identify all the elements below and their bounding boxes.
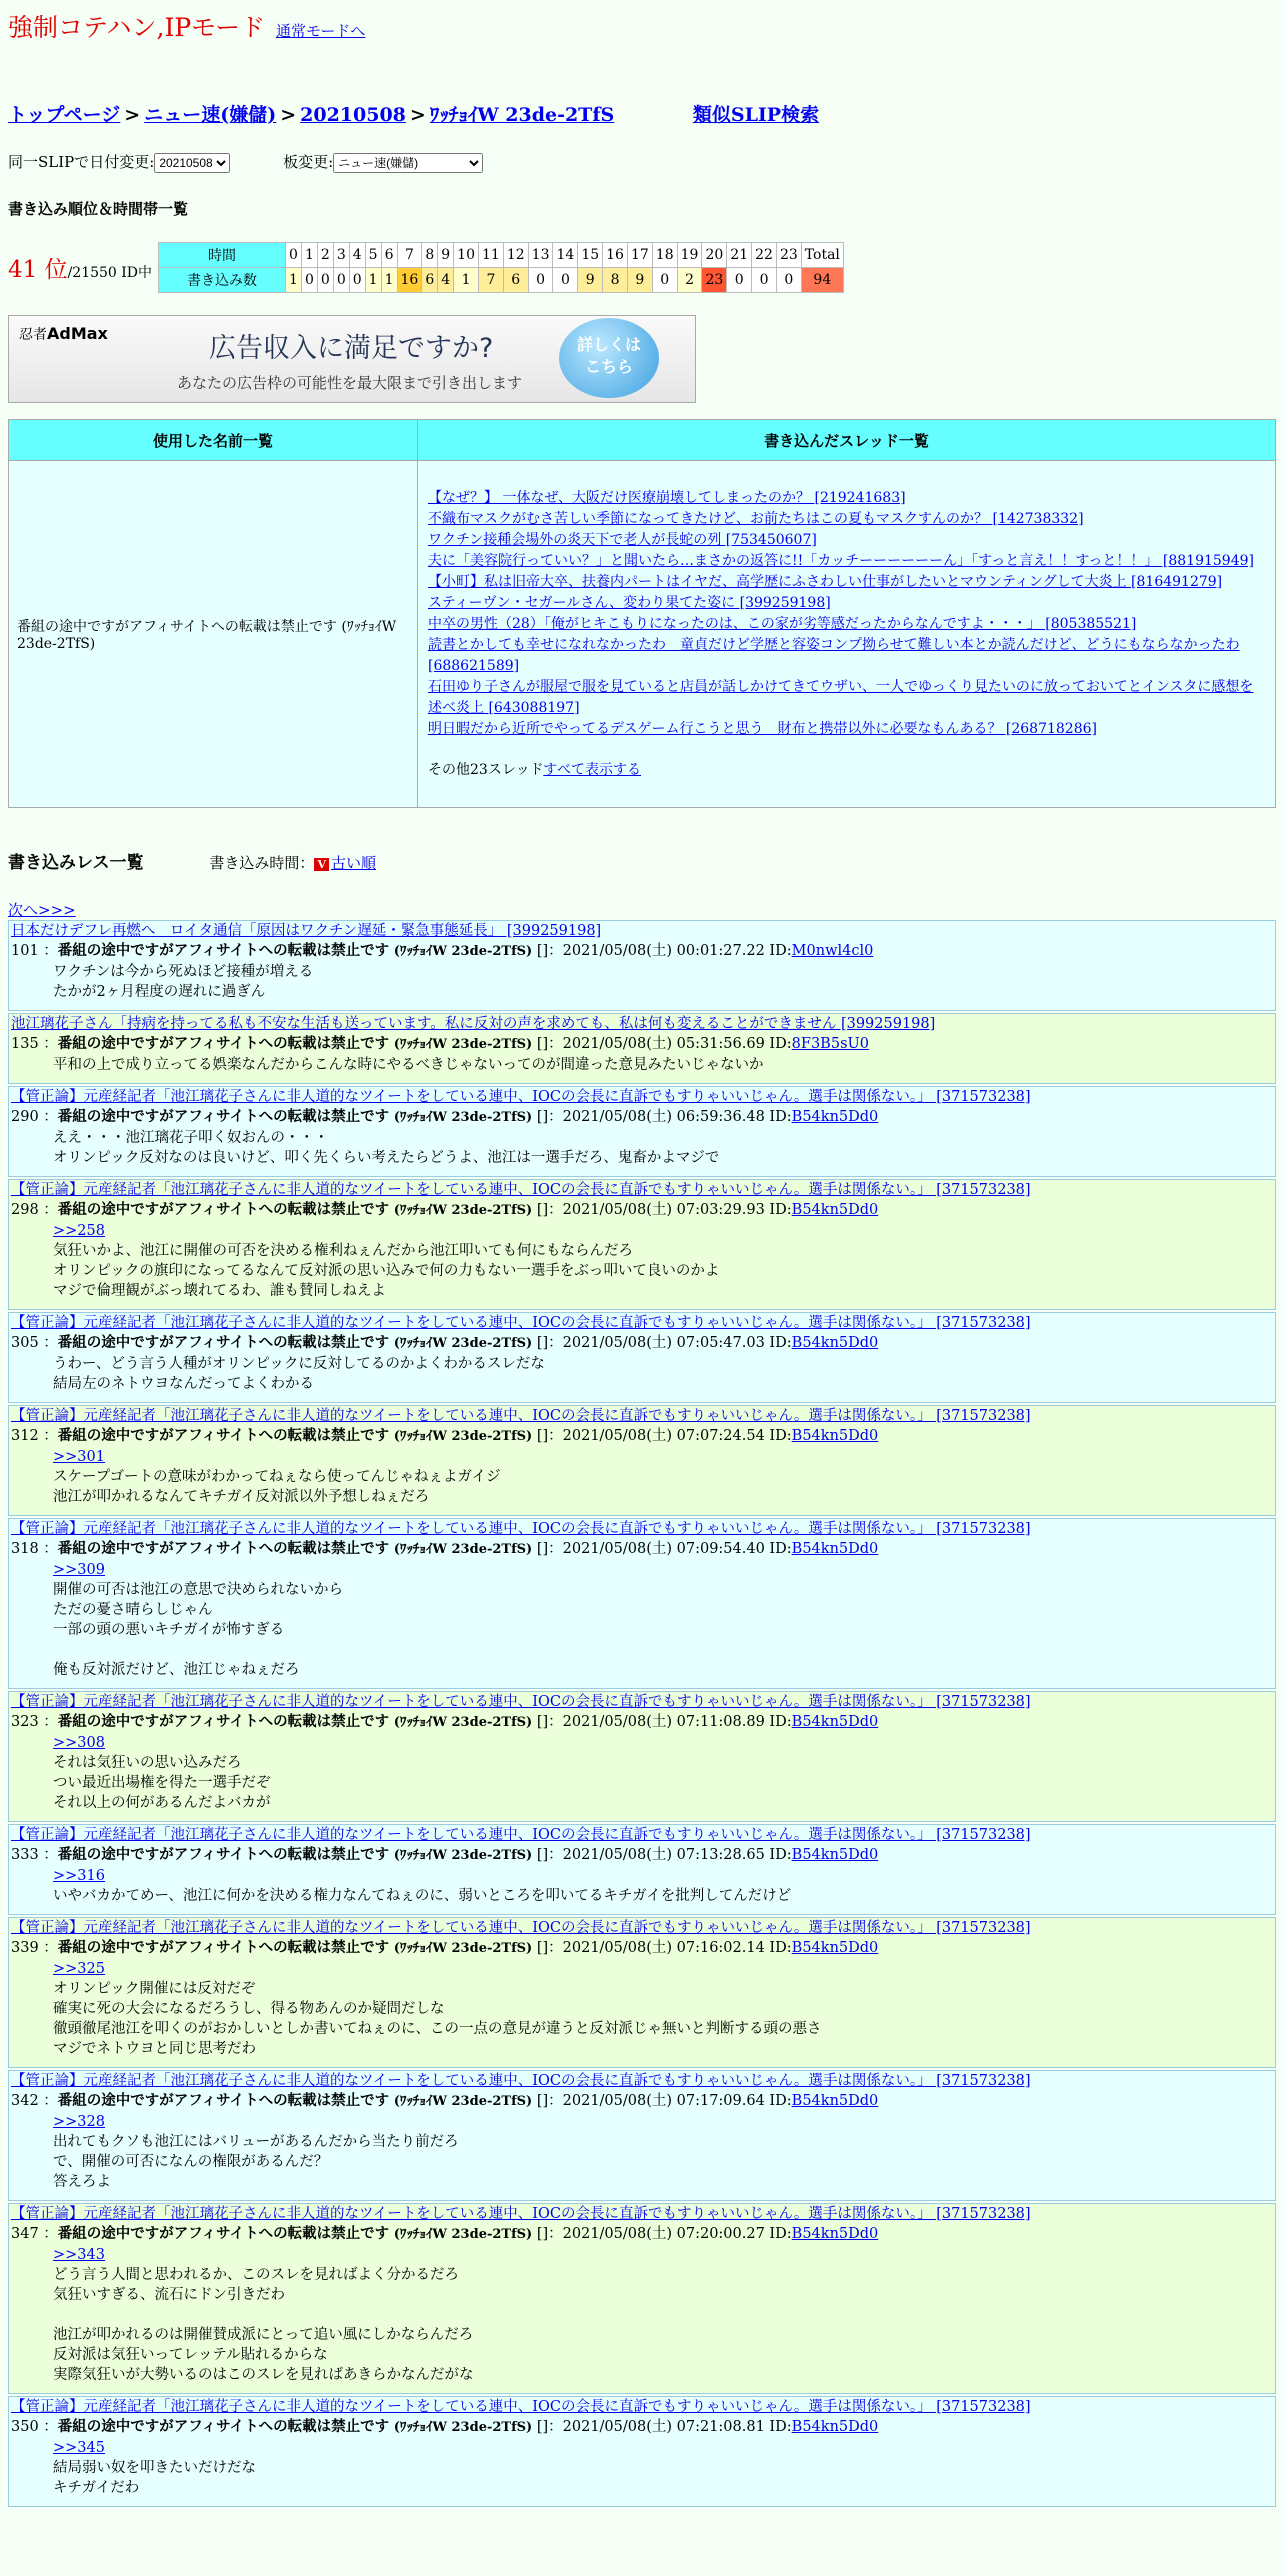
hour-cell: 8: [422, 243, 438, 268]
next-page-link[interactable]: 次へ>>>: [8, 901, 76, 919]
breadcrumb-board[interactable]: ニュー速(嫌儲): [144, 104, 277, 126]
post: [8, 1013, 1276, 1084]
post-thread-link[interactable]: 【管正論】元産経記者「池江璃花子さんに非人道的なツイートをしている連中、IOCの会長に直訴でもすりゃいいじゃん。選手は関係ない。」 [371573238]: [11, 1694, 1031, 1710]
post-id-link[interactable]: B54kn5Dd0: [791, 2419, 879, 2435]
post-thread-link[interactable]: 【管正論】元産経記者「池江璃花子さんに非人道的なツイートをしている連中、IOCの会長に直訴でもすりゃいいじゃん。選手は関係ない。」 [371573238]: [11, 1182, 1031, 1198]
post-number: 347: [11, 2226, 39, 2242]
board-change-label: 板変更:: [283, 153, 334, 171]
posts-title: 書き込みレス一覧: [8, 853, 144, 873]
post-meta: 333 ：番組の途中ですがアフィサイトへの転載は禁止です (ﾜｯﾁｮｲW 23de-2TfS) []：2021/05/08(土) 07:13:28.65 ID:B54kn5Dd0: [11, 1846, 879, 1863]
hour-cell: 21: [727, 243, 752, 268]
count-cell: 1: [365, 268, 381, 293]
hour-cell: 2: [317, 243, 333, 268]
show-all-threads-link[interactable]: すべて表示する: [543, 761, 641, 778]
hour-cell: 22: [752, 243, 777, 268]
breadcrumb: [8, 100, 1276, 127]
post-meta: 323 ：番組の途中ですがアフィサイトへの転載は禁止です (ﾜｯﾁｮｲW 23de-2TfS) []：2021/05/08(土) 07:11:08.89 ID:B54kn5Dd0: [11, 1713, 879, 1730]
post: [8, 1179, 1276, 1310]
count-cell: 16: [397, 268, 422, 293]
post-slip: (ﾜｯﾁｮｲW 23de-2TfS): [393, 1037, 533, 1052]
ranking-table: [8, 242, 844, 293]
post-id-link[interactable]: B54kn5Dd0: [791, 1847, 879, 1863]
post-id-link[interactable]: B54kn5Dd0: [791, 1202, 879, 1218]
count-cell: 1: [381, 268, 397, 293]
ad-logo: 忍者AdMax: [19, 324, 108, 343]
hour-cell: 23: [776, 243, 801, 268]
hour-cell: 4: [349, 243, 365, 268]
normal-mode-link[interactable]: 通常モードへ: [275, 22, 366, 40]
post-thread-link[interactable]: 日本だけデフレ再燃へ ロイタ通信「原因はワクチン遅延・緊急事態延長」 [399259198]: [11, 923, 602, 939]
post-id-link[interactable]: B54kn5Dd0: [791, 1714, 879, 1730]
post-meta: 101 ：番組の途中ですがアフィサイトへの転載は禁止です (ﾜｯﾁｮｲW 23de-2TfS) []：2021/05/08(土) 00:01:27.22 ID:M0nwl4cl0: [11, 942, 874, 959]
hour-cell: 13: [528, 243, 553, 268]
thread-link[interactable]: 中卒の男性（28）「俺がヒキこもりになったのは、この家が劣等感だったからなんですよ・・・」 [805385521]: [428, 615, 1137, 632]
post-meta: 305 ：番組の途中ですがアフィサイトへの転載は禁止です (ﾜｯﾁｮｲW 23de-2TfS) []：2021/05/08(土) 07:05:47.03 ID:B54kn5Dd0: [11, 1334, 879, 1351]
count-cell: 9: [578, 268, 603, 293]
hour-cell: 5: [365, 243, 381, 268]
post-slip: (ﾜｯﾁｮｲW 23de-2TfS): [393, 1848, 533, 1863]
post: [8, 1917, 1276, 2068]
post-reply-anchor[interactable]: >>328: [53, 2114, 105, 2130]
rank-cell: [8, 243, 159, 293]
post: [8, 1691, 1276, 1822]
post-body: どう言う人間と思われるか、このスレを見ればよく分かるだろ 気狂いすぎる、流石にドン引きだわ 池江が叩かれるのは開催賛成派にとって追い風にしかならんだろ 反対派は気狂いってレッテル貼れるからな 実際気狂いが大勢いるのはこのスレを見ればあきらかなんだがな: [53, 2267, 474, 2383]
post-thread-link[interactable]: 【管正論】元産経記者「池江璃花子さんに非人道的なツイートをしている連中、IOCの会長に直訴でもすりゃいいじゃん。選手は関係ない。」 [371573238]: [11, 1827, 1031, 1843]
post-body: スケープゴートの意味がわかってねぇなら使ってんじゃねぇよガイジ 池江が叩かれるなんてキチガイ反対派以外予想しねぇだろ: [53, 1469, 501, 1505]
post-body: 気狂いかよ、池江に開催の可否を決める権利ねぇんだから池江叩いても何にもならんだろ オリンピックの旗印になってるなんて反対派の思い込みで何の力もない一選手をぶっ叩いて良いのかよ マジで倫理観がぶっ壊れてるわ、誰も賛同しねえよ: [53, 1243, 720, 1299]
hour-cell: 10: [454, 243, 479, 268]
post-list: [8, 920, 1276, 2507]
hour-cell: 11: [479, 243, 504, 268]
hour-cell: 20: [702, 243, 727, 268]
post-date: []：2021/05/08(土) 06:59:36.48 ID:: [536, 1109, 792, 1125]
post-slip: (ﾜｯﾁｮｲW 23de-2TfS): [393, 1941, 533, 1956]
rank-number: 41 位: [8, 257, 68, 283]
post-thread-link[interactable]: 【管正論】元産経記者「池江璃花子さんに非人道的なツイートをしている連中、IOCの会長に直訴でもすりゃいいじゃん。選手は関係ない。」 [371573238]: [11, 2206, 1031, 2222]
post-thread-link[interactable]: 【管正論】元産経記者「池江璃花子さんに非人道的なツイートをしている連中、IOCの会長に直訴でもすりゃいいじゃん。選手は関係ない。」 [371573238]: [11, 1315, 1031, 1331]
ad-title: 広告収入に満足ですか?: [209, 333, 494, 364]
post-body: 結局弱い奴を叩きたいだけだな キチガイだわ: [53, 2460, 256, 2496]
post-meta: 312 ：番組の途中ですがアフィサイトへの転載は禁止です (ﾜｯﾁｮｲW 23de-2TfS) []：2021/05/08(土) 07:07:24.54 ID:B54kn5Dd0: [11, 1427, 879, 1444]
post-name: 番組の途中ですがアフィサイトへの転載は禁止です: [57, 1540, 390, 1557]
post-number: 342: [11, 2093, 39, 2109]
hour-cell: 16: [603, 243, 628, 268]
post-id-link[interactable]: B54kn5Dd0: [791, 1335, 879, 1351]
post-body: うわー、どう言う人種がオリンピックに反対してるのかよくわかるスレだな 結局左のネトウヨなんだってよくわかる: [53, 1356, 545, 1392]
post: [8, 1405, 1276, 1516]
post: [8, 2070, 1276, 2201]
post-date: []：2021/05/08(土) 07:13:28.65 ID:: [536, 1847, 792, 1863]
post-slip: (ﾜｯﾁｮｲW 23de-2TfS): [393, 1110, 533, 1125]
ad-subtitle: あなたの広告枠の可能性を最大限まで引き出します: [177, 374, 523, 392]
thread-link[interactable]: 【なぜ？】 一体なぜ、大阪だけ医療崩壊してしまったのか？ [219241683]: [428, 489, 906, 506]
count-cell: 94: [801, 268, 843, 293]
post-reply-anchor[interactable]: >>316: [53, 1868, 105, 1884]
post-body: オリンピック開催には反対だぞ 確実に死の大会になるだろうし、得る物あんのか疑問だしな 徹頭徹尾池江を叩くのがおかしいとしか書いてねぇのに、この一点の意見が違うと反対派じゃ無いと判断する頭の悪さ マジでネトウヨと同じ思考だわ: [53, 1981, 822, 2057]
breadcrumb-slip[interactable]: ﾜｯﾁｮｲW 23de-2TfS: [429, 104, 615, 126]
breadcrumb-date[interactable]: 20210508: [300, 104, 406, 126]
hour-cell: 17: [627, 243, 652, 268]
count-cell: 0: [301, 268, 317, 293]
post-id-link[interactable]: B54kn5Dd0: [791, 1428, 879, 1444]
count-cell: 23: [702, 268, 727, 293]
count-cell: 6: [422, 268, 438, 293]
count-cell: 0: [776, 268, 801, 293]
post-name: 番組の途中ですがアフィサイトへの転載は禁止です: [57, 1846, 390, 1863]
post-reply-anchor[interactable]: >>309: [53, 1562, 105, 1578]
names-threads-table: [8, 419, 1276, 808]
post-reply-anchor[interactable]: >>308: [53, 1735, 105, 1751]
used-name: 番組の途中ですがアフィサイトへの転載は禁止です (ﾜｯﾁｮｲW 23de-2TfS): [9, 461, 418, 808]
post-meta: 298 ：番組の途中ですがアフィサイトへの転載は禁止です (ﾜｯﾁｮｲW 23de-2TfS) []：2021/05/08(土) 07:03:29.93 ID:B54kn5Dd0: [11, 1201, 879, 1218]
count-cell: 0: [317, 268, 333, 293]
post-slip: (ﾜｯﾁｮｲW 23de-2TfS): [393, 1429, 533, 1444]
board-select[interactable]: [333, 153, 483, 173]
thread-link[interactable]: スティーヴン・セガールさん、変わり果てた姿に [399259198]: [428, 594, 831, 611]
post-date: []：2021/05/08(土) 07:16:02.14 ID:: [536, 1940, 792, 1956]
hour-cell: 19: [677, 243, 702, 268]
posts-heading: [8, 848, 1276, 873]
thread-link[interactable]: 石田ゆり子さんが服屋で服を見ていると店員が話しかけてきてウザい、一人でゆっくり見たいのに放っておいてとインスタに感想を述べ炎上 [643088197]: [428, 678, 1254, 716]
post: [8, 1518, 1276, 1689]
post-meta: 342 ：番組の途中ですがアフィサイトへの転載は禁止です (ﾜｯﾁｮｲW 23de-2TfS) []：2021/05/08(土) 07:17:09.64 ID:B54kn5Dd0: [11, 2092, 879, 2109]
sort-oldest-link[interactable]: 古い順: [330, 854, 376, 872]
post-name: 番組の途中ですがアフィサイトへの転載は禁止です: [57, 1108, 390, 1125]
post-name: 番組の途中ですがアフィサイトへの転載は禁止です: [57, 2225, 390, 2242]
post-reply-anchor[interactable]: >>325: [53, 1961, 105, 1977]
post-number: 101: [11, 943, 39, 959]
sort-control: 書き込み時間： V 古い順: [209, 854, 376, 872]
rank-total: /21550 ID中: [67, 265, 153, 281]
page-title: 強制コテハン,IPモード: [8, 13, 266, 42]
count-cell: 6: [503, 268, 528, 293]
post-slip: (ﾜｯﾁｮｲW 23de-2TfS): [393, 2094, 533, 2109]
post-date: []：2021/05/08(土) 07:20:00.27 ID:: [536, 2226, 792, 2242]
post-thread-link[interactable]: 池江璃花子さん「持病を持ってる私も不安な生活も送っています。私に反対の声を求めても、私は何も変えることができません [399259198]: [11, 1016, 936, 1032]
hour-cell: 3: [333, 243, 349, 268]
names-column-header: 使用した名前一覧: [9, 420, 418, 461]
post: [8, 1312, 1276, 1403]
post-id-link[interactable]: B54kn5Dd0: [791, 1109, 879, 1125]
post-slip: (ﾜｯﾁｮｲW 23de-2TfS): [393, 1542, 533, 1557]
post-id-link[interactable]: B54kn5Dd0: [791, 1940, 879, 1956]
post-slip: (ﾜｯﾁｮｲW 23de-2TfS): [393, 1336, 533, 1351]
post-number: 318: [11, 1541, 39, 1557]
date-change-label: 同一SLIPで日付変更:: [8, 153, 155, 171]
count-cell: 1: [454, 268, 479, 293]
count-cell: 4: [438, 268, 454, 293]
post-date: []：2021/05/08(土) 07:07:24.54 ID:: [536, 1428, 792, 1444]
post-date: []：2021/05/08(土) 07:09:54.40 ID:: [536, 1541, 792, 1557]
breadcrumb-separator: >: [124, 104, 141, 126]
hour-cell: 0: [286, 243, 302, 268]
post-name: 番組の途中ですがアフィサイトへの転載は禁止です: [57, 2092, 390, 2109]
post-number: 312: [11, 1428, 39, 1444]
post-id-link[interactable]: B54kn5Dd0: [791, 2093, 879, 2109]
thread-list: [418, 461, 1276, 808]
post-number: 135: [11, 1036, 39, 1052]
post-slip: (ﾜｯﾁｮｲW 23de-2TfS): [393, 2227, 533, 2242]
post-name: 番組の途中ですがアフィサイトへの転載は禁止です: [57, 1939, 390, 1956]
count-cell: 8: [603, 268, 628, 293]
similar-slip-search-link[interactable]: 類似SLIP検索: [692, 104, 820, 126]
post-thread-link[interactable]: 【管正論】元産経記者「池江璃花子さんに非人道的なツイートをしている連中、IOCの会長に直訴でもすりゃいいじゃん。選手は関係ない。」 [371573238]: [11, 1089, 1031, 1105]
post: [8, 2203, 1276, 2394]
post-id-link[interactable]: B54kn5Dd0: [791, 2226, 879, 2242]
post-body: それは気狂いの思い込みだろ つい最近出場権を得た一選手だぞ それ以上の何があるんだよバカが: [53, 1755, 271, 1811]
post-slip: (ﾜｯﾁｮｲW 23de-2TfS): [393, 944, 533, 959]
threads-more: その他23スレッドすべて表示する: [428, 761, 641, 778]
post-number: 305: [11, 1335, 39, 1351]
post-meta: 350 ：番組の途中ですがアフィサイトへの転載は禁止です (ﾜｯﾁｮｲW 23de-2TfS) []：2021/05/08(土) 07:21:08.81 ID:B54kn5Dd0: [11, 2418, 879, 2435]
post-id-link[interactable]: 8F3B5sU0: [791, 1036, 869, 1052]
post-body: ワクチンは今から死ぬほど接種が増える たかが2ヶ月程度の遅れに過ぎん: [53, 964, 314, 1000]
count-cell: 0: [349, 268, 365, 293]
ad-banner[interactable]: [8, 315, 696, 403]
sort-icon: V: [314, 858, 329, 871]
time-label: 時間: [159, 243, 286, 268]
post-slip: (ﾜｯﾁｮｲW 23de-2TfS): [393, 1203, 533, 1218]
post-reply-anchor[interactable]: >>343: [53, 2247, 105, 2263]
date-select[interactable]: [154, 153, 230, 173]
hour-cell: 14: [553, 243, 578, 268]
post-slip: (ﾜｯﾁｮｲW 23de-2TfS): [393, 2420, 533, 2435]
post-meta: 339 ：番組の途中ですがアフィサイトへの転載は禁止です (ﾜｯﾁｮｲW 23de-2TfS) []：2021/05/08(土) 07:16:02.14 ID:B54kn5Dd0: [11, 1939, 879, 1956]
threads-column-header: 書き込んだスレッド一覧: [418, 420, 1276, 461]
breadcrumb-home[interactable]: トップページ: [8, 104, 121, 126]
hour-cell: 18: [652, 243, 677, 268]
selector-row: [8, 151, 1276, 173]
post-date: []：2021/05/08(土) 07:17:09.64 ID:: [536, 2093, 792, 2109]
post-number: 323: [11, 1714, 39, 1730]
post-thread-link[interactable]: 【管正論】元産経記者「池江璃花子さんに非人道的なツイートをしている連中、IOCの会長に直訴でもすりゃいいじゃん。選手は関係ない。」 [371573238]: [11, 2399, 1031, 2415]
count-cell: 2: [677, 268, 702, 293]
post-name: 番組の途中ですがアフィサイトへの転載は禁止です: [57, 2418, 390, 2435]
post-date: []：2021/05/08(土) 07:03:29.93 ID:: [536, 1202, 792, 1218]
post-name: 番組の途中ですがアフィサイトへの転載は禁止です: [57, 1334, 390, 1351]
count-label: 書き込み数: [159, 268, 286, 293]
count-cell: 0: [553, 268, 578, 293]
post-reply-anchor[interactable]: >>301: [53, 1449, 105, 1465]
post-meta: 318 ：番組の途中ですがアフィサイトへの転載は禁止です (ﾜｯﾁｮｲW 23de-2TfS) []：2021/05/08(土) 07:09:54.40 ID:B54kn5Dd0: [11, 1540, 879, 1557]
post-date: []：2021/05/08(土) 00:01:27.22 ID:: [536, 943, 792, 959]
post: [8, 920, 1276, 1011]
post-name: 番組の途中ですがアフィサイトへの転載は禁止です: [57, 1201, 390, 1218]
breadcrumb-separator: >: [409, 104, 426, 126]
post-date: []：2021/05/08(土) 07:11:08.89 ID:: [536, 1714, 792, 1730]
count-cell: 0: [528, 268, 553, 293]
post-thread-link[interactable]: 【管正論】元産経記者「池江璃花子さんに非人道的なツイートをしている連中、IOCの会長に直訴でもすりゃいいじゃん。選手は関係ない。」 [371573238]: [11, 1408, 1031, 1424]
hour-cell: 15: [578, 243, 603, 268]
hour-cell: 9: [438, 243, 454, 268]
post: [8, 1086, 1276, 1177]
post-name: 番組の途中ですがアフィサイトへの転載は禁止です: [57, 1035, 390, 1052]
post-id-link[interactable]: M0nwl4cl0: [791, 943, 874, 959]
post-name: 番組の途中ですがアフィサイトへの転載は禁止です: [57, 1427, 390, 1444]
hour-cell: 7: [397, 243, 422, 268]
count-cell: 9: [627, 268, 652, 293]
hour-cell: 6: [381, 243, 397, 268]
mode-header: [8, 8, 1276, 44]
thread-link[interactable]: ワクチン接種会場外の炎天下で老人が長蛇の列 [753450607]: [428, 531, 817, 548]
post: [8, 2396, 1276, 2507]
post-date: []：2021/05/08(土) 07:05:47.03 ID:: [536, 1335, 792, 1351]
thread-link[interactable]: 夫に「美容院行っていい？」と聞いたら…まさかの返答に!!「カッチーーーーーーん」「すっと言え！！すっと！！」 [881915949]: [428, 552, 1254, 569]
post-thread-link[interactable]: 【管正論】元産経記者「池江璃花子さんに非人道的なツイートをしている連中、IOCの会長に直訴でもすりゃいいじゃん。選手は関係ない。」 [371573238]: [11, 1920, 1031, 1936]
post-name: 番組の途中ですがアフィサイトへの転載は禁止です: [57, 942, 390, 959]
count-cell: 0: [752, 268, 777, 293]
post-number: 298: [11, 1202, 39, 1218]
post-body: いやバカかてめー、池江に何かを決める権力なんてねぇのに、弱いところを叩いてるキチガイを批判してんだけど: [53, 1888, 792, 1904]
thread-link[interactable]: 明日暇だから近所でやってるデスゲーム行こうと思う 財布と携帯以外に必要なもんある？ [268718286]: [428, 720, 1097, 737]
count-cell: 0: [333, 268, 349, 293]
thread-link[interactable]: 不織布マスクがむさ苦しい季節になってきたけど、お前たちはこの夏もマスクすんのか？ [142738332]: [428, 510, 1084, 527]
post-date: []：2021/05/08(土) 05:31:56.69 ID:: [536, 1036, 792, 1052]
post-number: 333: [11, 1847, 39, 1863]
count-cell: 0: [727, 268, 752, 293]
thread-link[interactable]: 【小町】私は旧帝大卒、扶養内パートはイヤだ、高学歴にふさわしい仕事がしたいとマウンティングして大炎上 [816491279]: [428, 573, 1223, 590]
thread-link[interactable]: 読書とかしても幸せになれなかったわ 童貞だけど学歴と容姿コンプ拗らせて難しい本とか読んだけど、どうにもならなかったわ [688621589]: [428, 636, 1240, 674]
post-number: 290: [11, 1109, 39, 1125]
post-date: []：2021/05/08(土) 07:21:08.81 ID:: [536, 2419, 792, 2435]
post-name: 番組の途中ですがアフィサイトへの転載は禁止です: [57, 1713, 390, 1730]
post-slip: (ﾜｯﾁｮｲW 23de-2TfS): [393, 1715, 533, 1730]
post-reply-anchor[interactable]: >>258: [53, 1223, 105, 1239]
breadcrumb-separator: >: [280, 104, 297, 126]
post-thread-link[interactable]: 【管正論】元産経記者「池江璃花子さんに非人道的なツイートをしている連中、IOCの会長に直訴でもすりゃいいじゃん。選手は関係ない。」 [371573238]: [11, 1521, 1031, 1537]
count-cell: 7: [479, 268, 504, 293]
post-body: 出れてもクソも池江にはバリューがあるんだから当たり前だろ で、開催の可否になんの権限があるんだ？ 答えろよ: [53, 2134, 459, 2190]
post-thread-link[interactable]: 【管正論】元産経記者「池江璃花子さんに非人道的なツイートをしている連中、IOCの会長に直訴でもすりゃいいじゃん。選手は関係ない。」 [371573238]: [11, 2073, 1031, 2089]
post-meta: 135 ：番組の途中ですがアフィサイトへの転載は禁止です (ﾜｯﾁｮｲW 23de-2TfS) []：2021/05/08(土) 05:31:56.69 ID:8F3B5sU0: [11, 1035, 869, 1052]
ranking-heading: 書き込み順位＆時間帯一覧: [8, 200, 189, 218]
post-number: 339: [11, 1940, 39, 1956]
post-id-link[interactable]: B54kn5Dd0: [791, 1541, 879, 1557]
post-body: ええ・・・池江璃花子叩く奴おんの・・・ オリンピック反対なのは良いけど、叩く先くらい考えたらどうよ、池江は一選手だろ、鬼畜かよマジで: [53, 1130, 720, 1166]
post-body: 開催の可否は池江の意思で決められないから ただの憂さ晴らしじゃん 一部の頭の悪いキチガイが怖すぎる 俺も反対派だけど、池江じゃねぇだろ: [53, 1582, 343, 1678]
count-cell: 0: [652, 268, 677, 293]
ad-details-button[interactable]: 詳しくは こちら: [559, 318, 659, 398]
post-number: 350: [11, 2419, 39, 2435]
hour-cell: 1: [301, 243, 317, 268]
post-reply-anchor[interactable]: >>345: [53, 2440, 105, 2456]
post-meta: 347 ：番組の途中ですがアフィサイトへの転載は禁止です (ﾜｯﾁｮｲW 23de-2TfS) []：2021/05/08(土) 07:20:00.27 ID:B54kn5Dd0: [11, 2225, 879, 2242]
post-body: 平和の上で成り立ってる娯楽なんだからこんな時にやるべきじゃないってのが間違った意見みたいじゃないか: [53, 1057, 764, 1073]
count-cell: 1: [286, 268, 302, 293]
hour-cell: Total: [801, 243, 843, 268]
post-meta: 290 ：番組の途中ですがアフィサイトへの転載は禁止です (ﾜｯﾁｮｲW 23de-2TfS) []：2021/05/08(土) 06:59:36.48 ID:B54kn5Dd0: [11, 1108, 879, 1125]
hour-cell: 12: [503, 243, 528, 268]
post: [8, 1824, 1276, 1915]
